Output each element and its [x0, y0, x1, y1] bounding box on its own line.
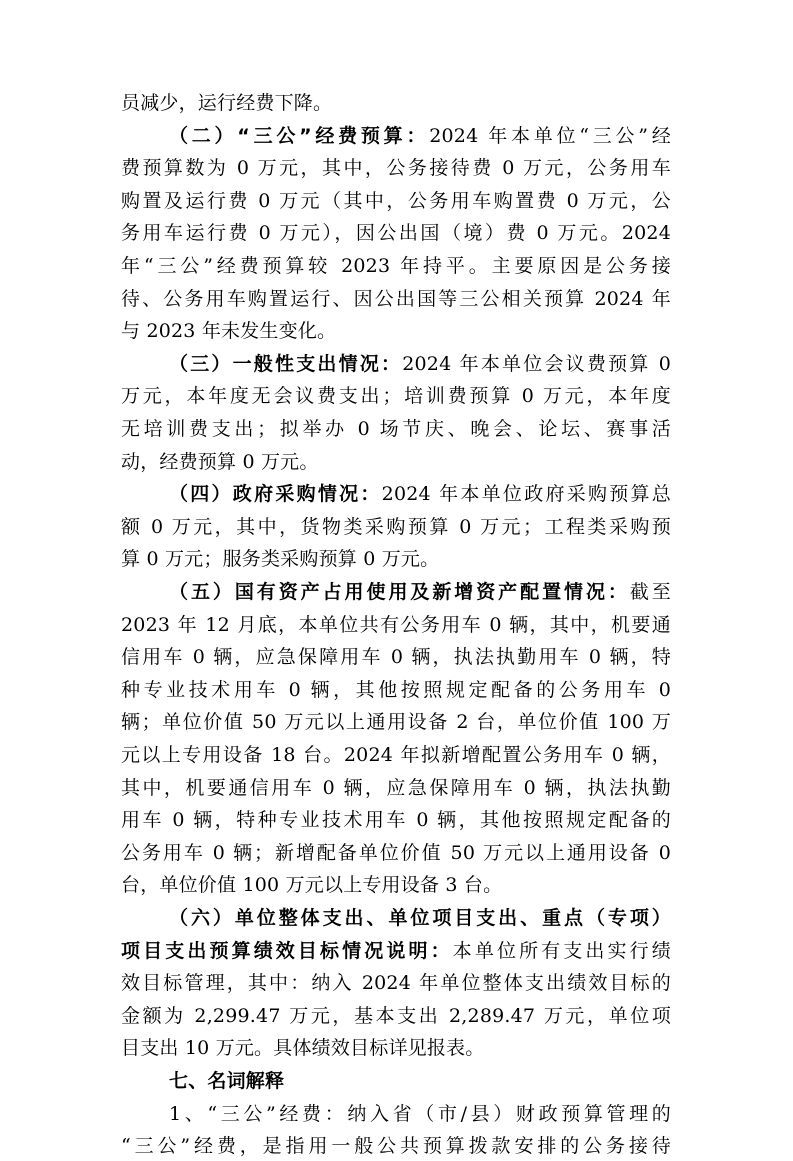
section-heading: （二）“三公”经费预算：	[169, 124, 430, 147]
paragraph-line: 金额为 2,299.47 万元，基本支出 2,289.47 万元，单位项	[121, 1004, 671, 1027]
paragraph-line	[169, 349, 671, 379]
section-heading: （六）单位整体支出、单位项目支出、重点（专项）	[169, 907, 671, 929]
text-span: 2024 年本单位政府采购预算总	[381, 483, 671, 506]
section-heading: （五）国有资产占用使用及新增资产配置情况：	[169, 581, 630, 603]
paragraph-line: 效目标管理，其中：纳入 2024 年单位整体支出绩效目标的	[121, 972, 671, 995]
paragraph-line: 用车 0 辆，特种专业技术用车 0 辆，其他按照规定配备的	[121, 809, 671, 832]
paragraph-line: “三公”经费，是指用一般公共预算拨款安排的公务接待	[121, 1135, 671, 1158]
paragraph-line: 信用车 0 辆，应急保障用车 0 辆，执法执勤用车 0 辆，特	[121, 646, 671, 669]
paragraph-line: 额 0 万元，其中，货物类采购预算 0 万元；工程类采购预	[121, 515, 671, 538]
paragraph-line	[169, 121, 671, 151]
paragraph-line: 目支出 10 万元。具体绩效目标详见报表。	[121, 1037, 485, 1060]
paragraph-line: 算 0 万元；服务类采购预算 0 万元。	[121, 548, 440, 571]
text-span: 本单位所有支出实行绩	[452, 939, 671, 962]
paragraph-line: 购置及运行费 0 万元（其中，公务用车购置费 0 万元，公	[121, 189, 671, 212]
paragraph-line: 费预算数为 0 万元，其中，公务接待费 0 万元，公务用车	[121, 157, 671, 180]
paragraph-line: 务用车运行费 0 万元），因公出国（境）费 0 万元。2024	[121, 222, 671, 245]
text-span: 2024 年本单位“三公”经	[429, 124, 671, 147]
paragraph-line: 公务用车 0 辆；新增配备单位价值 50 万元以上通用设备 0	[121, 841, 671, 864]
paragraph-line: 待、公务用车购置运行、因公出国等三公相关预算 2024 年	[121, 287, 671, 310]
paragraph-line: 元以上专用设备 18 台。2024 年拟新增配置公务用车 0 辆，	[121, 744, 671, 766]
paragraph-line: 2023 年 12 月底，本单位共有公务用车 0 辆，其中，机要通	[121, 613, 671, 636]
paragraph-line: 台，单位价值 100 万元以上专用设备 3 台。	[121, 874, 503, 897]
text-span: 2024 年本单位会议费预算 0	[402, 352, 671, 375]
paragraph-line: 与 2023 年未发生变化。	[121, 320, 337, 343]
section-heading: 七、名词解释	[169, 1070, 285, 1092]
paragraph-line	[169, 479, 671, 509]
section-heading: 项目支出预算绩效目标情况说明：	[121, 939, 453, 962]
paragraph-line: 动，经费预算 0 万元。	[121, 450, 319, 473]
paragraph-line: 其中，机要通信用车 0 辆，应急保障用车 0 辆，执法执勤	[121, 776, 671, 799]
paragraph-line: 无培训费支出；拟举办 0 场节庆、晚会、论坛、赛事活	[121, 418, 671, 440]
paragraph-line	[169, 577, 671, 607]
section-heading: （四）政府采购情况：	[169, 483, 382, 506]
paragraph-line	[121, 88, 671, 118]
paragraph-line: 辆；单位价值 50 万元以上通用设备 2 台，单位价值 100 万	[121, 711, 671, 734]
paragraph-line: 1、“三公”经费：纳入省（市/县）财政预算管理的	[169, 1102, 671, 1125]
paragraph-line: 年“三公”经费预算较 2023 年持平。主要原因是公务接	[121, 255, 671, 277]
paragraph-line: 万元，本年度无会议费支出；培训费预算 0 万元，本年度	[121, 385, 671, 408]
paragraph-line: 种专业技术用车 0 辆，其他按照规定配备的公务用车 0	[121, 678, 671, 701]
text-span: 截至	[629, 581, 672, 603]
paragraph-line	[121, 936, 671, 966]
text-span: 员减少，运行经费下降。	[121, 92, 333, 114]
section-heading: （三）一般性支出情况：	[169, 352, 403, 375]
